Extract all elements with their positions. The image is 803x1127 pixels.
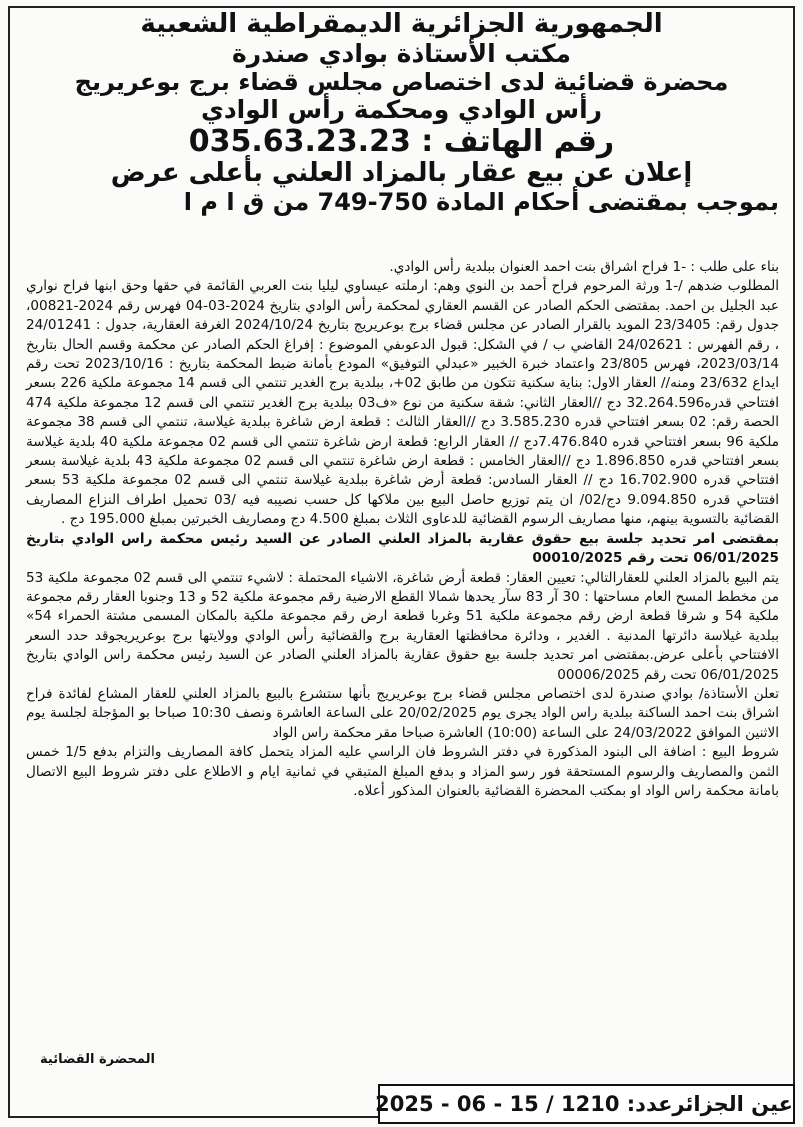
legal-basis: بموجب بمقتضى أحكام المادة 750-749 من ق ا م ا xyxy=(183,188,779,217)
publication-footer: عين الجزائرعدد: 1210 / 15 - 06 - 2025 xyxy=(378,1084,795,1124)
defendants-paragraph: المطلوب ضدهم /-1 ورثة المرحوم فراح أحمد بن النوي وهم: ارملته عيساوي ليليا بنت العربي القائمة في حقها وحق ابنها فراح نواري عبد الجليل بن احمد. بمقتضى الحكم الصادر عن القسم العقاري لمحكمة رأس الوادي بتاريخ 2024-03-04 فهرس رقم 2024-00821، جدول رقم: 23/3405 المويد بالقرار الصادر عن مجلس قضاء برج بوعريريج بتاريخ 2024/10/24 الغرفة العقارية، جدول : 24/01241 ، رقم الفهرس : 24/02621 القاضي ب / في الشكل: قبول الدعوىفي الموضوع : إفراغ الحكم الصادر عن محكمة وقسم الحال بتاريخ 2023/03/14، فهرس 23/805 واعتماد خبرة الخبير «عبدلي التوفيق» المودع بأمانة ضبط المحكمة بتاريخ : 2023/10/16 تحت رقم ايداع 23/632 ومنه// العقار الاول: بناية سكنية تتكون من طابق 02+، ببلدية برج الغدير تنتمي الى قسم 14 مجموعة ملكية 226 بسعر افتتاحي قدره32.264.596 دج //العقار الثاني: شقة سكنية من نوع «ف03 ببلدية برج الغدير تنتمي الى قسم 12 مجموعة ملكية 474 الحصة رقم: 02 بسعر افتتاحي قدره 3.585.230 دج //العقار الثالث : قطعة ارض شاغرة ببلدية غيلاسة، تنتمي الى قسم 38 مجموعة ملكية 96 بسعر افتتاحي قدره 7.476.840دج // العقار الرابع: قطعة ارض شاغرة تنتمي الى قسم 02 مجموعة ملكية 40 بلدية غيلاسة بسعر افتتاحي قدره 1.896.850 دج //العقار الخامس : قطعة ارض شاغرة تنتمي الى قسم 02 مجموعة ملكية 43 بلدية غيلاسة بسعر افتتاحي قدره 16.702.900 دج // العقار السادس: قطعة أرض شاغرة ببلدية غيلاسة تنتمي الى قسم 02 مجموعة ملكية 53 بسعر افتتاحي قدره 9.094.850 دج/02/ ان يتم توزيع حاصل البيع بين ملاكها كل حسب نصيبه فيه /03 تحميل اطراف النزاع المصاريف القضائية بالتسوية بينهم، منها مصاريف الرسوم القضائية للدعاوى الثلاث بمبلغ 4.500 دج ومصاريف الخبرتين بمبلغ 195.000 دج . xyxy=(26,278,780,528)
requester-paragraph: بناء على طلب : -1 فراح اشراق بنت احمد العنوان ببلدية رأس الوادي. xyxy=(389,259,779,275)
auction-order-paragraph: بمقتضى امر تحديد جلسة بيع حقوق عقارية بالمزاد العلني الصادر عن السيد رئيس محكمة راس الوادي بتاريخ 06/01/2025 تحت رقم 00010/2025 xyxy=(26,530,779,567)
notice-title: إعلان عن بيع عقار بالمزاد العلني بأعلى عرض xyxy=(110,158,693,189)
office-name: مكتب الأستاذة بوادي صندرة xyxy=(231,38,572,68)
signature: المحضرة القضائية xyxy=(40,1052,155,1067)
notice-header xyxy=(20,10,783,217)
auction-date-paragraph: تعلن الأستاذة/ بوادي صندرة لدى اختصاص مجلس قضاء برج بوعريريج بأنها ستشرع بالبيع بالمزاد العلني للعقار المشاع لفائدة فراح اشراق بنت احمد الساكنة ببلدية راس الواد يجرى يوم 20/02/2025 على الساعة العاشرة ونصف 10:30 صباحا بو المؤجلة لجلسة يوم الاثنين الموافق 24/03/2022 على الساعة (10:00) العاشرة صباحا مقر محكمة راس الواد xyxy=(26,685,779,741)
notice-body xyxy=(26,258,779,801)
court-name: رأس الوادي ومحكمة رأس الوادي xyxy=(200,95,603,125)
sale-conditions-paragraph: شروط البيع : اضافة الى البنود المذكورة في دفتر الشروط فان الراسي عليه المزاد يتحمل كافة المصاريف والتزام بدفع 1/5 خمس الثمن والمصاريف والرسوم المستحقة فور رسو المزاد و بدفع المبلغ المتبقي في ثمانية ايام و الاطلاع على دفتر شروط البيع الاتصال بامانة محكمة راس الواد او بمكتب المحضرة القضائية بالعنوان المذكور أعلاه. xyxy=(26,744,779,799)
property-description-paragraph: يتم البيع بالمزاد العلني للعقارالتالي: تعيين العقار: قطعة أرض شاغرة، الاشياء المحتملة : لاشيء تنتمي الى قسم 02 مجموعة ملكية 53 من مخطط المسح العام مساحتها : 30 آر 83 سآر يحدها شمالا القطع الارضية رقم مجموعة ملكية 52 و 13 وجنوبا العقار رقم مجموعة ملكية 54 و شرقا قطعة ارض رقم مجموعة ملكية 51 وغربا قطعة ارض رقم مجموعة ملكية بالمكان المسمى مشتة الحمراء 54» ببلدية غيلاسة دائرتها المدنية . الغدير ، ودائرة محافظتها العقارية برج والقضائية رأس الوادي وولايتها برج بوعريريجوقد حدد السعر الافتتاحي بأعلى عرض.بمقتضى امر تحديد جلسة بيع حقوق عقارية بالمزاد العلني الصادر عن السيد رئيس محكمة راس الوادي بتاريخ 06/01/2025 تحت رقم 00006/2025 xyxy=(26,569,780,683)
bailiff-jurisdiction: محضرة قضائية لدى اختصاص مجلس قضاء برج بوعريريج xyxy=(74,67,729,96)
phone-number: رقم الهاتف : 035.63.23.23 xyxy=(188,123,615,159)
republic-title: الجمهورية الجزائرية الديمقراطية الشعبية xyxy=(140,9,663,39)
